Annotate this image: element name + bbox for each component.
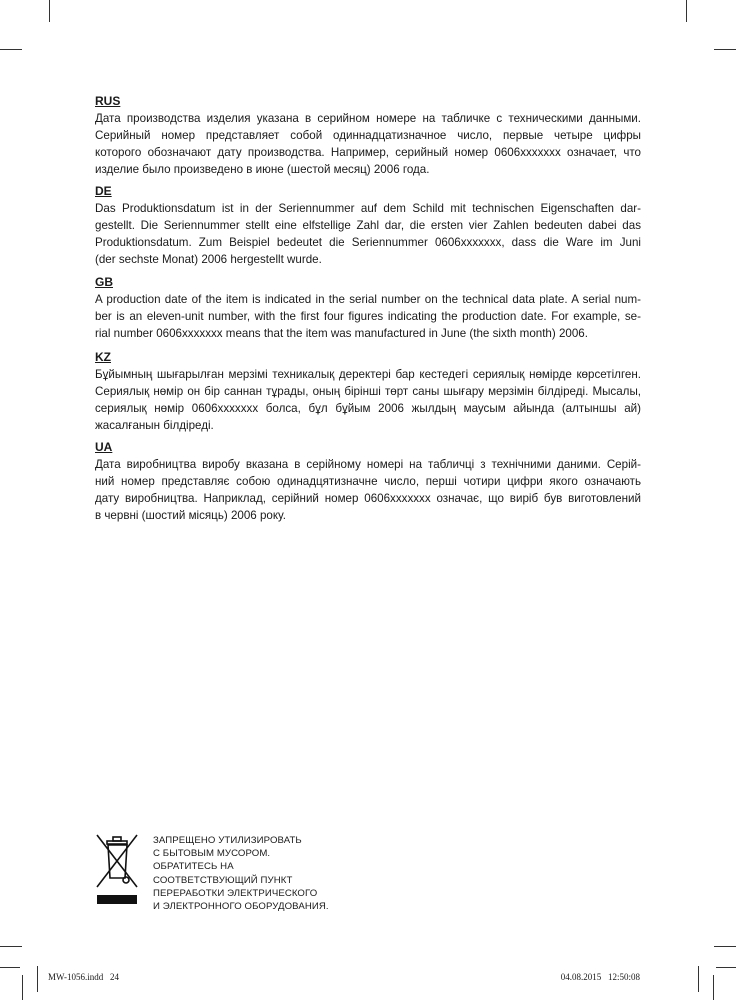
disposal-notice xyxy=(153,834,329,913)
paragraph-line: gestellt. Die Seriennummer stellt eine elfstellige Zahl dar, die ersten vier Zahlen bedeuten dabei das xyxy=(95,219,641,232)
crossed-out-wheelie-bin-icon xyxy=(95,832,140,906)
section-gb xyxy=(95,274,641,342)
crop-mark xyxy=(37,966,38,992)
disposal-notice-line: ОБРАТИТЕСЬ НА xyxy=(153,861,234,873)
crop-mark xyxy=(714,49,736,50)
paragraph-line: сериялық нөмір 0606xxxxxxx болса, бұл бұйым 2006 жылдың маусым айында (алтыншы ай) xyxy=(95,402,641,415)
crop-mark xyxy=(0,967,20,968)
crop-mark xyxy=(49,0,50,22)
paragraph-line: изделие было произведено в июне (шестой месяц) 2006 года. xyxy=(95,163,430,176)
crop-mark xyxy=(22,975,23,1000)
crop-mark xyxy=(686,0,687,22)
paragraph-line: Produktionsdatum. Zum Beispiel bedeutet die Seriennummer 0606xxxxxxx, dass die Ware im Juni xyxy=(95,236,641,249)
crop-mark xyxy=(0,946,22,947)
paragraph-line: Дата производства изделия указана в серийном номере на табличке с техническими данными. xyxy=(95,112,641,125)
paragraph-line: A production date of the item is indicated in the serial number on the technical data plate. A serial num- xyxy=(95,293,641,306)
section-rus xyxy=(95,93,641,178)
paragraph-line: (der sechste Monat) 2006 hergestellt wurde. xyxy=(95,253,322,266)
paragraph-line: в червні (шостий місяць) 2006 року. xyxy=(95,509,286,522)
section-heading: GB xyxy=(95,275,113,289)
section-heading: DE xyxy=(95,184,112,198)
paragraph-line: Бұйымның шығарылған мерзімі техникалық деректері бар кестедегі сериялық нөмірде көрсетілген. xyxy=(95,368,641,381)
slug-datetime: 04.08.2015 12:50:08 xyxy=(560,972,640,982)
paragraph-line: Сериялық нөмір он бір саннан тұрады, оның бірінші төрт саны шығару мерзімін білдіреді. Мысалы, xyxy=(95,385,641,398)
slug-filename: MW-1056.indd 24 xyxy=(48,972,119,982)
disposal-notice-line: ПЕРЕРАБОТКИ ЭЛЕКТРИЧЕСКОГО xyxy=(153,887,318,899)
crop-mark xyxy=(714,946,736,947)
paragraph-line: дату виробництва. Наприклад, серійний номер 0606xxxxxxx означає, що виріб був виготовлений xyxy=(95,492,641,505)
crop-mark xyxy=(698,966,699,992)
paragraph-line: Das Produktionsdatum ist in der Seriennummer auf dem Schild mit technischen Eigenschaften dar- xyxy=(95,202,641,215)
paragraph-line: жасалғанын білдіреді. xyxy=(95,419,214,432)
crop-mark xyxy=(716,967,736,968)
disposal-notice-line: СООТВЕТСТВУЮЩИЙ ПУНКТ xyxy=(153,874,293,886)
crop-mark xyxy=(0,49,22,50)
paragraph-line: Дата виробництва виробу вказана в серійному номері на табличці з технічними даними. Серій- xyxy=(95,458,641,471)
section-heading: RUS xyxy=(95,94,121,108)
disposal-notice-line: ЗАПРЕЩЕНО УТИЛИЗИРОВАТЬ xyxy=(153,835,302,846)
section-kz xyxy=(95,349,641,434)
paragraph-line: которого обозначают дату производства. Например, серийный номер 0606xxxxxxx означает, что xyxy=(95,146,641,159)
paragraph-line: ber is an eleven-unit number, with the first four figures indicating the production date. For example, se- xyxy=(95,310,641,323)
section-ua xyxy=(95,439,641,524)
paragraph-line: rial number 0606xxxxxxx means that the item was manufactured in June (the sixth month) 2006. xyxy=(95,327,588,340)
section-heading: KZ xyxy=(95,350,111,364)
paragraph-line: ний номер представляє собою одинадцятизначне число, перші чотири цифри якого означають xyxy=(95,475,641,488)
disposal-notice-line: С БЫТОВЫМ МУСОРОМ. xyxy=(153,848,271,860)
section-heading: UA xyxy=(95,440,113,454)
section-de xyxy=(95,183,641,268)
disposal-notice-line: И ЭЛЕКТРОННОГО ОБОРУДОВАНИЯ. xyxy=(153,901,329,913)
crop-mark xyxy=(713,975,714,1000)
paragraph-line: Серийный номер представляет собой одиннадцатизначное число, первые четыре цифры xyxy=(95,129,641,142)
